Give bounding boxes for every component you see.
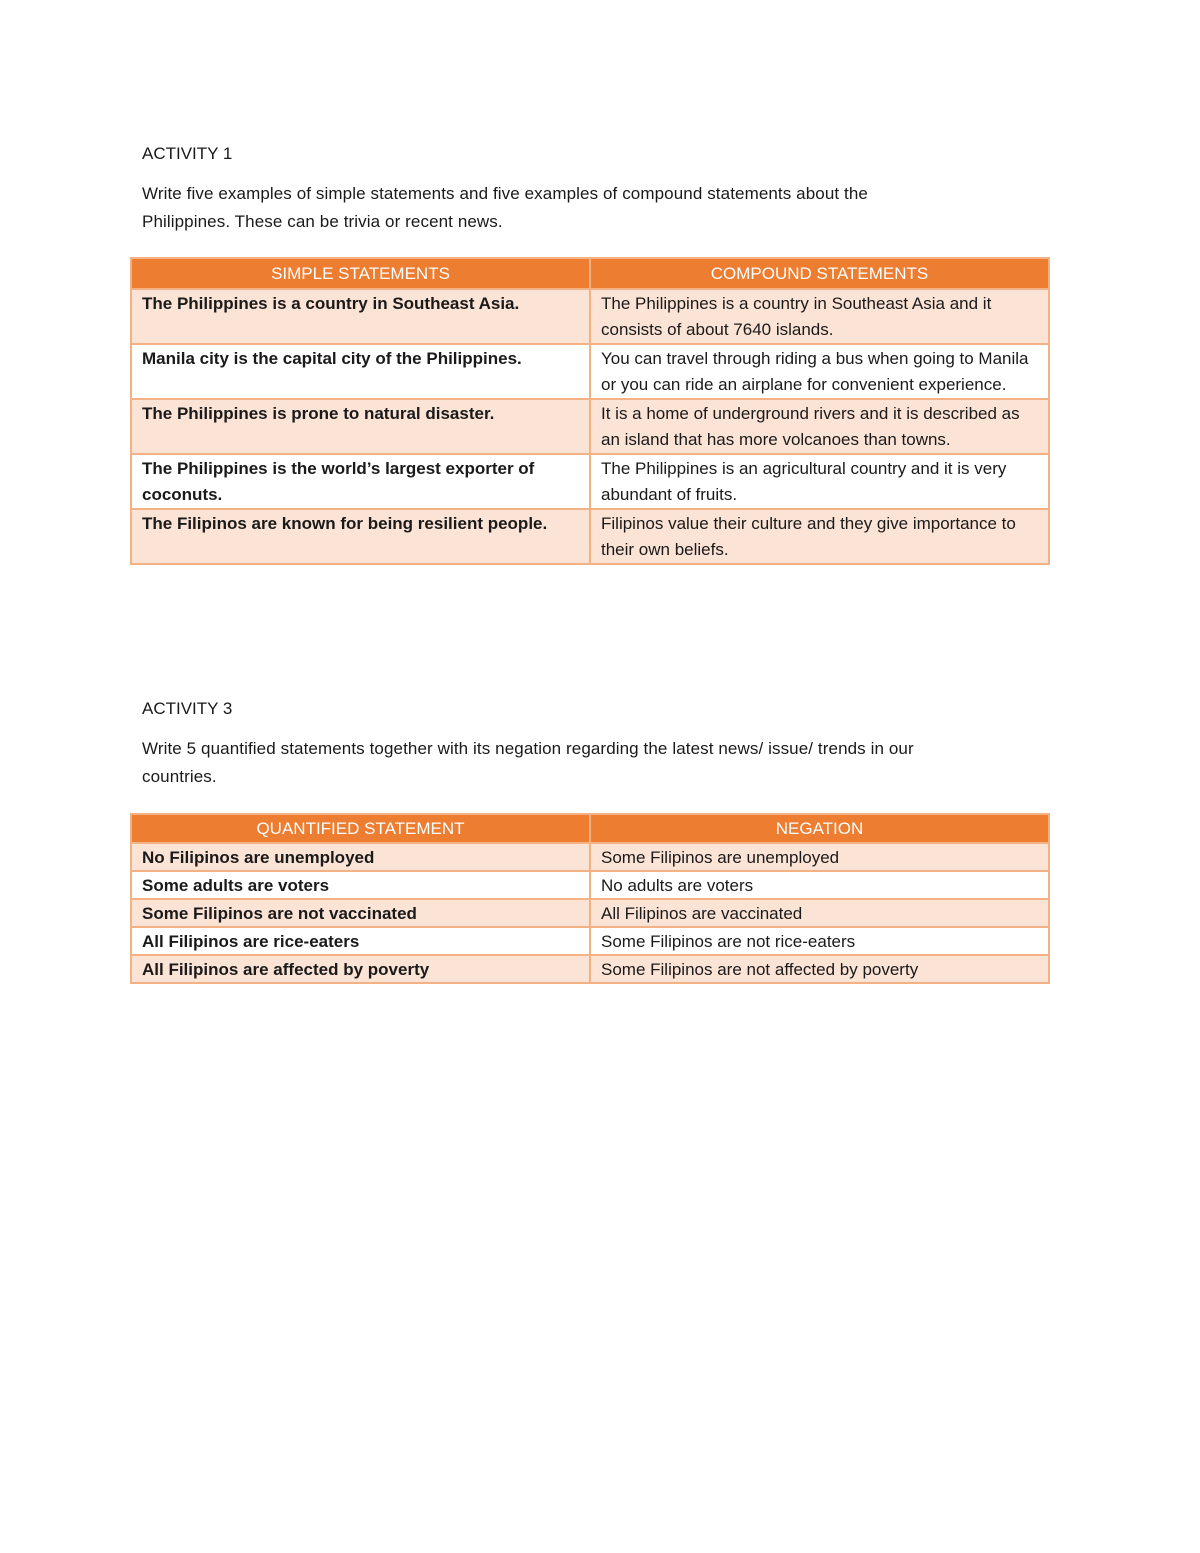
activity-3-instructions-line-2: countries. (142, 767, 217, 786)
activity-1-section (130, 144, 1048, 236)
table-row (131, 289, 1049, 344)
table-row (131, 871, 1049, 899)
activity-1-table-wrap (130, 257, 1048, 565)
negation-cell: Some Filipinos are not rice-eaters (590, 927, 1049, 955)
quantified-statement-cell: All Filipinos are affected by poverty (131, 955, 590, 983)
activity-3-section (130, 699, 1048, 791)
table-header-row (131, 814, 1049, 843)
table-row (131, 454, 1049, 509)
compound-statement-cell: You can travel through riding a bus when going to Manila or you can ride an airplane for convenient experience. (590, 344, 1049, 399)
quantified-statement-cell: Some Filipinos are not vaccinated (131, 899, 590, 927)
table-row (131, 955, 1049, 983)
simple-statement-cell: The Philippines is a country in Southeast Asia. (131, 289, 590, 344)
table-row (131, 399, 1049, 454)
table-row (131, 927, 1049, 955)
activity-3-heading: ACTIVITY 3 (142, 699, 233, 718)
negation-cell: Some Filipinos are not affected by poverty (590, 955, 1049, 983)
activity-1-instructions-line-2: Philippines. These can be trivia or recent news. (142, 212, 503, 231)
header-simple-statements: SIMPLE STATEMENTS (131, 258, 590, 289)
simple-statement-cell: The Philippines is prone to natural disaster. (131, 399, 590, 454)
activity-3-instructions-line-1: Write 5 quantified statements together with its negation regarding the latest news/ issue/ trends in our (142, 739, 914, 758)
activity-1-heading: ACTIVITY 1 (142, 144, 233, 163)
quantified-statement-cell: No Filipinos are unemployed (131, 843, 590, 871)
header-negation: NEGATION (590, 814, 1049, 843)
header-quantified-statement: QUANTIFIED STATEMENT (131, 814, 590, 843)
table-header-row (131, 258, 1049, 289)
negation-cell: All Filipinos are vaccinated (590, 899, 1049, 927)
quantified-statements-table (130, 813, 1050, 984)
compound-statement-cell: Filipinos value their culture and they give importance to their own beliefs. (590, 509, 1049, 564)
activity-3-table-wrap (130, 813, 1048, 984)
activity-1-instructions (142, 180, 1048, 236)
simple-statement-cell: The Philippines is the world’s largest exporter of coconuts. (131, 454, 590, 509)
table-row (131, 843, 1049, 871)
negation-cell: No adults are voters (590, 871, 1049, 899)
activity-1-instructions-line-1: Write five examples of simple statements and five examples of compound statements about the (142, 184, 868, 203)
header-compound-statements: COMPOUND STATEMENTS (590, 258, 1049, 289)
table-row (131, 344, 1049, 399)
quantified-statement-cell: Some adults are voters (131, 871, 590, 899)
simple-statement-cell: Manila city is the capital city of the Philippines. (131, 344, 590, 399)
table-row (131, 899, 1049, 927)
activity-3-instructions (142, 735, 1048, 791)
statements-table (130, 257, 1050, 565)
compound-statement-cell: The Philippines is an agricultural country and it is very abundant of fruits. (590, 454, 1049, 509)
quantified-statement-cell: All Filipinos are rice-eaters (131, 927, 590, 955)
simple-statement-cell: The Filipinos are known for being resilient people. (131, 509, 590, 564)
compound-statement-cell: The Philippines is a country in Southeast Asia and it consists of about 7640 islands. (590, 289, 1049, 344)
negation-cell: Some Filipinos are unemployed (590, 843, 1049, 871)
compound-statement-cell: It is a home of underground rivers and it is described as an island that has more volcanoes than towns. (590, 399, 1049, 454)
table-row (131, 509, 1049, 564)
